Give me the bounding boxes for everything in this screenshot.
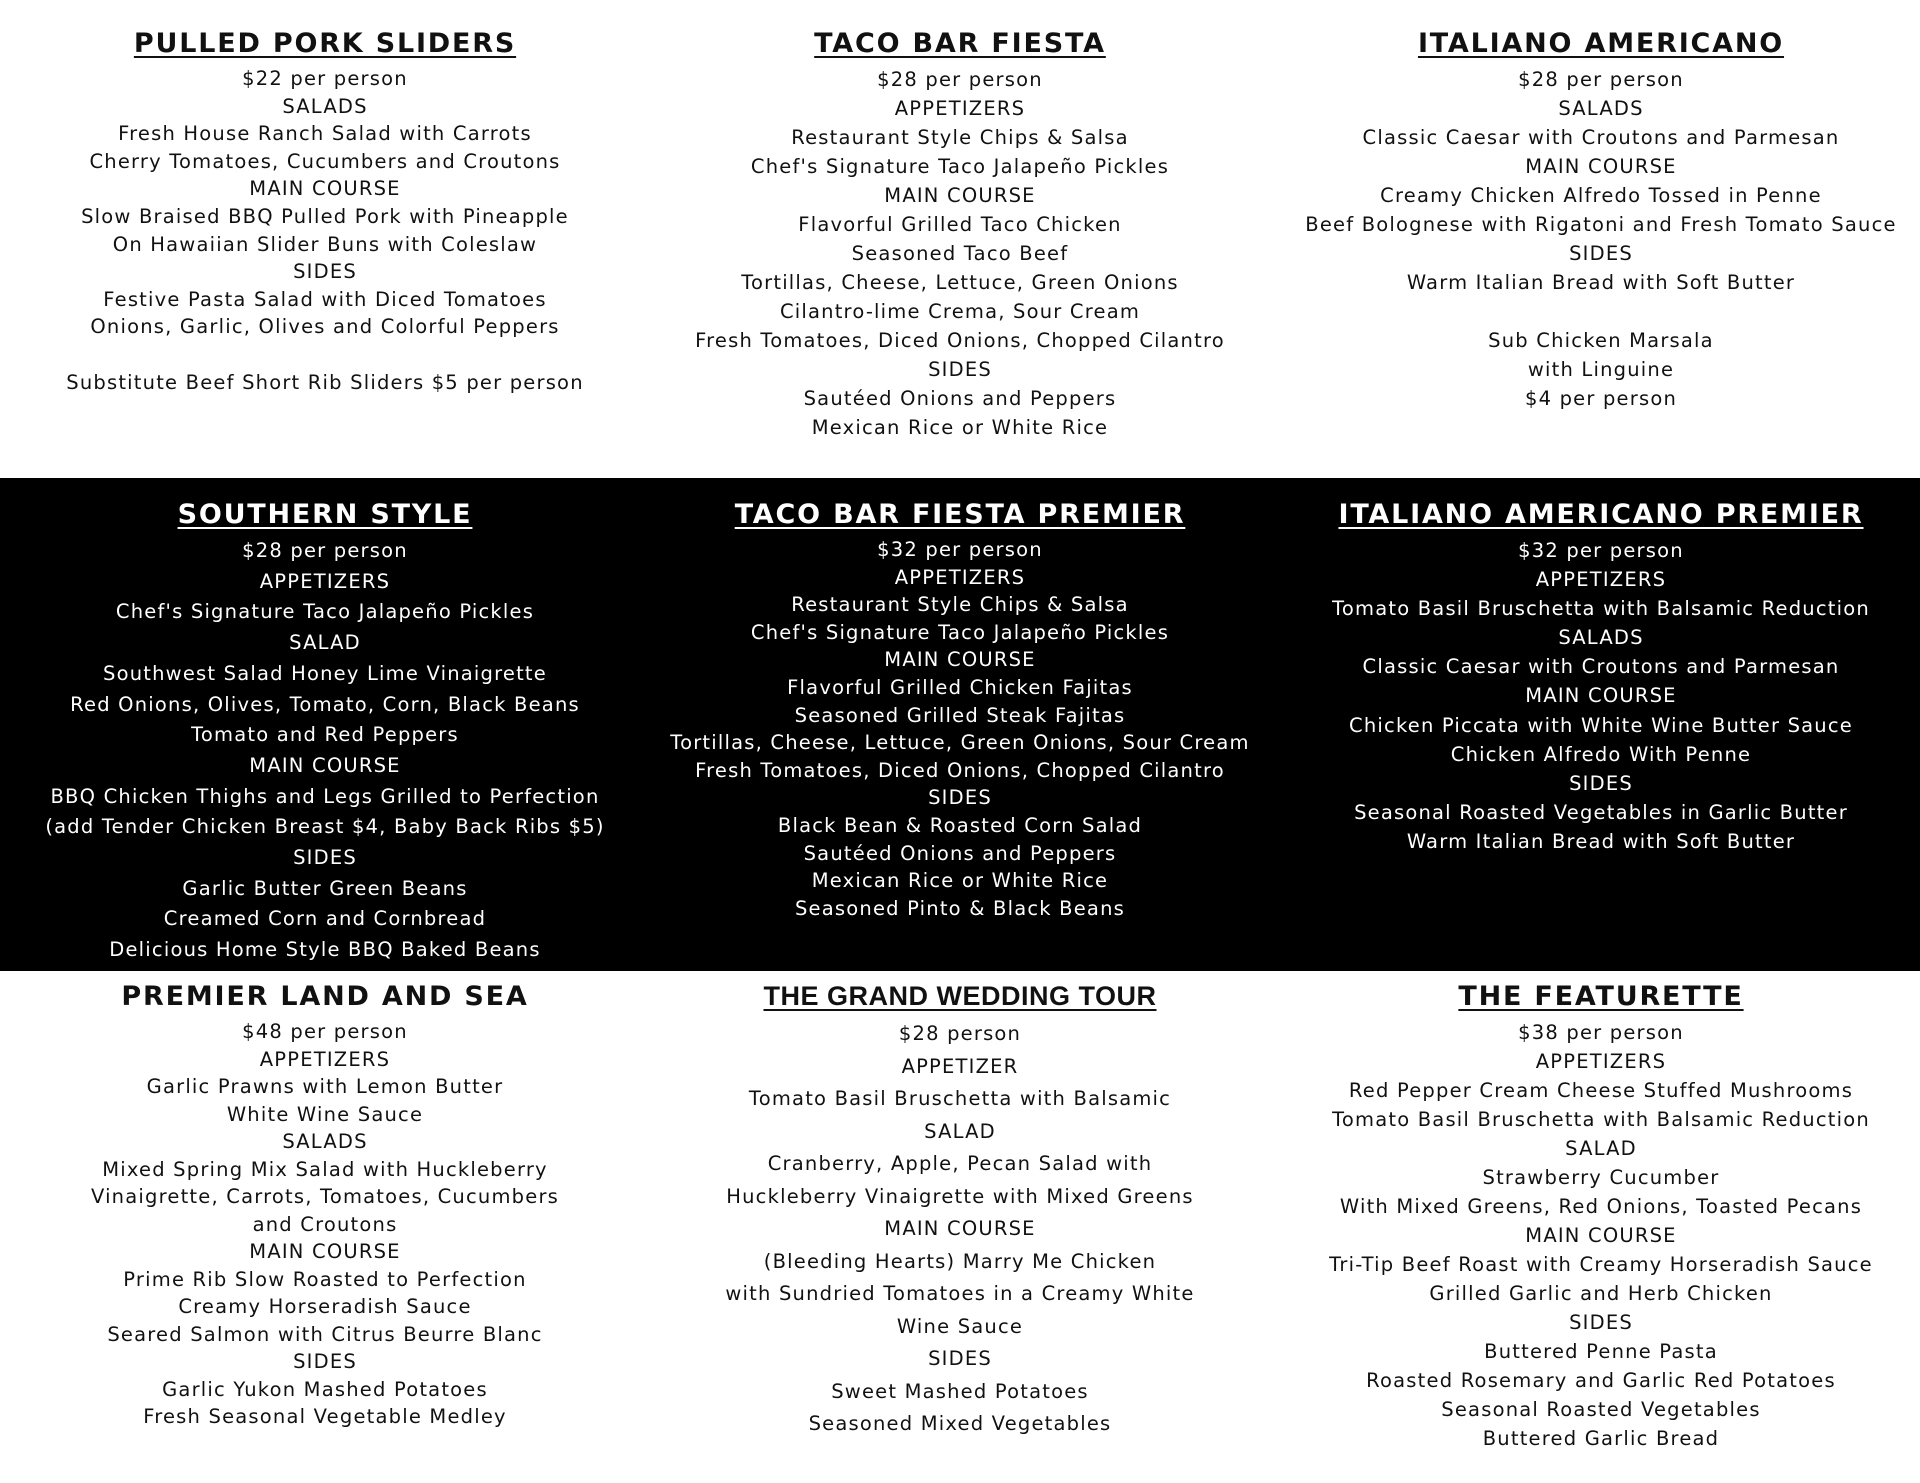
- menu-line: Warm Italian Bread with Soft Butter: [1406, 271, 1796, 294]
- menu-line: Southwest Salad Honey Lime Vinaigrette: [103, 661, 547, 685]
- menu-price: $22 per person: [242, 67, 408, 90]
- menu-line: and Croutons: [252, 1212, 398, 1236]
- menu-price: $32 per person: [877, 538, 1043, 561]
- menu-items: [1285, 536, 1917, 856]
- menu-line: APPETIZERS: [1535, 568, 1667, 592]
- menu-line: MAIN COURSE: [249, 1240, 401, 1263]
- menu-items: [1285, 65, 1917, 413]
- menu-line: Chicken Alfredo With Penne: [1450, 742, 1752, 766]
- menu-italiano-americano: [1285, 28, 1917, 413]
- menu-line: SIDES: [1569, 1311, 1633, 1334]
- menu-line: Sub Chicken Marsala: [1488, 329, 1714, 352]
- menu-line: Flavorful Grilled Taco Chicken: [798, 213, 1122, 236]
- menu-taco-bar-fiesta: [645, 28, 1275, 442]
- menu-line: SIDES: [293, 1350, 357, 1373]
- menu-title: TACO BAR FIESTA PREMIER: [734, 499, 1186, 530]
- menu-items: [645, 1018, 1275, 1441]
- menu-line: Tri-Tip Beef Roast with Creamy Horseradish Sauce: [1329, 1253, 1873, 1276]
- menu-line: Garlic Prawns with Lemon Butter: [146, 1075, 504, 1098]
- menu-items: [10, 65, 640, 396]
- menu-line: Slow Braised BBQ Pulled Pork with Pineapple: [81, 204, 569, 228]
- menu-line: Cilantro-lime Crema, Sour Cream: [779, 300, 1141, 323]
- menu-line: Seasoned Pinto & Black Beans: [794, 896, 1126, 920]
- menu-title: PREMIER LAND AND SEA: [121, 981, 529, 1012]
- menu-line: SALAD: [289, 631, 361, 655]
- menu-line: SALAD: [1565, 1137, 1637, 1160]
- menu-taco-bar-fiesta-premier: [645, 499, 1275, 922]
- menu-the-grand-wedding-tour: [645, 981, 1275, 1441]
- menu-line: MAIN COURSE: [884, 648, 1036, 672]
- menu-price: $28 person: [898, 1022, 1022, 1045]
- menu-line: SIDES: [1569, 242, 1633, 265]
- menu-line: SALAD: [924, 1119, 996, 1143]
- menu-line: MAIN COURSE: [249, 177, 401, 201]
- menu-line: SIDES: [928, 1347, 992, 1370]
- menu-line: Tomato Basil Bruschetta with Balsamic: [748, 1087, 1172, 1110]
- menu-line: BBQ Chicken Thighs and Legs Grilled to Perfection: [50, 784, 600, 808]
- menu-line: Vinaigrette, Carrots, Tomatoes, Cucumbers: [90, 1185, 560, 1208]
- menu-line: Seasoned Mixed Vegetables: [808, 1412, 1112, 1435]
- menu-line: White Wine Sauce: [226, 1102, 424, 1126]
- menu-southern-style: [10, 499, 640, 966]
- menu-line: Seasonal Roasted Vegetables: [1441, 1398, 1761, 1421]
- menu-line: Chef's Signature Taco Jalapeño Pickles: [750, 155, 1170, 178]
- menu-line: Classic Caesar with Croutons and Parmesan: [1362, 655, 1840, 679]
- menu-line: Prime Rib Slow Roasted to Perfection: [123, 1267, 527, 1291]
- menu-line: Delicious Home Style BBQ Baked Beans: [109, 938, 541, 962]
- menu-line: Garlic Butter Green Beans: [182, 876, 468, 900]
- menu-line: Wine Sauce: [896, 1314, 1024, 1338]
- menu-title: PULLED PORK SLIDERS: [133, 28, 517, 59]
- menu-line: Garlic Yukon Mashed Potatoes: [162, 1377, 488, 1401]
- menu-line: (add Tender Chicken Breast $4, Baby Back Ribs $5): [45, 815, 605, 839]
- menu-line: Strawberry Cucumber: [1482, 1166, 1720, 1189]
- menu-items: [10, 536, 640, 966]
- menu-line: Sweet Mashed Potatoes: [831, 1379, 1089, 1403]
- menu-italiano-americano-premier: [1285, 499, 1917, 856]
- menu-line: Black Bean & Roasted Corn Salad: [777, 813, 1143, 837]
- menu-title: SOUTHERN STYLE: [177, 499, 473, 530]
- menu-line: SIDES: [1569, 771, 1633, 795]
- menu-line: Roasted Rosemary and Garlic Red Potatoes: [1366, 1369, 1836, 1392]
- menu-price: $28 per person: [242, 539, 408, 562]
- menu-line: Substitute Beef Short Rib Sliders $5 per person: [66, 370, 584, 394]
- menu-line: Festive Pasta Salad with Diced Tomatoes: [103, 287, 547, 311]
- menu-line: MAIN COURSE: [1525, 155, 1677, 178]
- menu-line: Fresh House Ranch Salad with Carrots: [118, 122, 532, 146]
- menu-line: APPETIZER: [901, 1054, 1019, 1078]
- menu-line: Onions, Garlic, Olives and Colorful Peppers: [90, 315, 560, 339]
- menu-line: MAIN COURSE: [249, 753, 401, 777]
- menu-line: SIDES: [928, 358, 992, 381]
- menu-line: Mixed Spring Mix Salad with Huckleberry: [102, 1157, 548, 1181]
- menu-line: Sautéed Onions and Peppers: [803, 841, 1117, 865]
- menu-price: $28 per person: [1518, 68, 1684, 91]
- menu-line: MAIN COURSE: [1525, 684, 1677, 708]
- menu-line: Tomato Basil Bruschetta with Balsamic Reduction: [1332, 597, 1870, 621]
- menu-line: Creamed Corn and Cornbread: [163, 907, 487, 931]
- menu-line: Seasoned Taco Beef: [851, 242, 1069, 265]
- menu-line: Tomato Basil Bruschetta with Balsamic Reduction: [1332, 1108, 1870, 1131]
- menu-line: (Bleeding Hearts) Marry Me Chicken: [763, 1249, 1157, 1273]
- menu-line: $4 per person: [1524, 387, 1678, 410]
- menu-line: Restaurant Style Chips & Salsa: [791, 593, 1129, 617]
- menu-line: Red Pepper Cream Cheese Stuffed Mushrooms: [1348, 1079, 1854, 1102]
- menu-line: Seasonal Roasted Vegetables in Garlic Butter: [1354, 800, 1848, 824]
- menu-line: Grilled Garlic and Herb Chicken: [1429, 1282, 1773, 1305]
- menu-line: SIDES: [928, 786, 992, 810]
- menu-line: Seasoned Grilled Steak Fajitas: [794, 703, 1126, 727]
- menu-line: SALADS: [282, 94, 368, 118]
- menu-line: Tortillas, Cheese, Lettuce, Green Onions, Sour Cream: [670, 731, 1250, 755]
- menu-line: Fresh Tomatoes, Diced Onions, Chopped Cilantro: [695, 329, 1225, 352]
- menu-price: $38 per person: [1518, 1021, 1684, 1044]
- menu-line: SALADS: [282, 1130, 368, 1153]
- menu-line: Tortillas, Cheese, Lettuce, Green Onions: [741, 271, 1179, 294]
- menu-price: $32 per person: [1518, 539, 1684, 562]
- menu-line: Mexican Rice or White Rice: [811, 416, 1109, 439]
- menu-title: ITALIANO AMERICANO: [1417, 28, 1785, 59]
- menu-items: [645, 536, 1275, 922]
- menu-line: Sautéed Onions and Peppers: [803, 387, 1117, 410]
- menu-line: Mexican Rice or White Rice: [811, 869, 1109, 893]
- menu-line: Chef's Signature Taco Jalapeño Pickles: [115, 600, 535, 624]
- menu-line: APPETIZERS: [1535, 1050, 1667, 1073]
- menu-line: Restaurant Style Chips & Salsa: [791, 126, 1129, 149]
- menu-line: SALADS: [1558, 97, 1644, 120]
- menu-items: [1285, 1018, 1917, 1453]
- menu-line: Red Onions, Olives, Tomato, Corn, Black Beans: [70, 692, 580, 716]
- menu-line: MAIN COURSE: [884, 184, 1036, 207]
- menu-line: Seared Salmon with Citrus Beurre Blanc: [107, 1322, 543, 1346]
- menu-line: Flavorful Grilled Chicken Fajitas: [787, 675, 1133, 699]
- menu-line: Creamy Horseradish Sauce: [178, 1295, 472, 1318]
- menu-line: Huckleberry Vinaigrette with Mixed Greens: [726, 1184, 1194, 1208]
- menu-price: $48 per person: [242, 1020, 408, 1043]
- menu-title: THE GRAND WEDDING TOUR: [763, 981, 1157, 1011]
- menu-the-featurette: [1285, 981, 1917, 1453]
- menu-line: MAIN COURSE: [1525, 1224, 1677, 1247]
- menu-line: MAIN COURSE: [884, 1217, 1036, 1240]
- menu-line: Classic Caesar with Croutons and Parmesan: [1362, 126, 1840, 149]
- menu-line: Warm Italian Bread with Soft Butter: [1406, 829, 1796, 853]
- menu-line: Fresh Tomatoes, Diced Onions, Chopped Cilantro: [695, 758, 1225, 782]
- menu-line: SIDES: [293, 260, 357, 284]
- menu-line: With Mixed Greens, Red Onions, Toasted Pecans: [1339, 1195, 1863, 1218]
- menu-line: Cranberry, Apple, Pecan Salad with: [767, 1152, 1153, 1175]
- menu-line: with Linguine: [1527, 358, 1675, 381]
- menu-line: SIDES: [293, 846, 357, 870]
- menu-line: On Hawaiian Slider Buns with Coleslaw: [112, 232, 538, 256]
- menu-spacer: [1285, 297, 1917, 326]
- menu-items: [10, 1018, 640, 1431]
- menu-line: SALADS: [1558, 626, 1644, 650]
- menu-line: Cherry Tomatoes, Cucumbers and Croutons: [89, 149, 561, 173]
- menu-line: Tomato and Red Peppers: [191, 723, 459, 747]
- menu-line: Buttered Penne Pasta: [1484, 1340, 1718, 1363]
- menu-spacer: [10, 341, 640, 369]
- menu-title: ITALIANO AMERICANO PREMIER: [1338, 499, 1864, 530]
- menu-line: APPETIZERS: [259, 569, 391, 593]
- menu-line: APPETIZERS: [259, 1047, 391, 1071]
- menu-line: Chef's Signature Taco Jalapeño Pickles: [750, 620, 1170, 644]
- menu-line: with Sundried Tomatoes in a Creamy White: [725, 1282, 1195, 1305]
- menu-pulled-pork-sliders: [10, 28, 640, 396]
- menu-line: Beef Bolognese with Rigatoni and Fresh Tomato Sauce: [1305, 213, 1897, 236]
- menu-price: $28 per person: [877, 68, 1043, 91]
- menu-line: Creamy Chicken Alfredo Tossed in Penne: [1380, 184, 1822, 207]
- menu-line: Fresh Seasonal Vegetable Medley: [143, 1405, 507, 1428]
- menu-line: APPETIZERS: [894, 97, 1026, 120]
- menu-items: [645, 65, 1275, 442]
- menu-line: Buttered Garlic Bread: [1482, 1427, 1720, 1450]
- menu-title: THE FEATURETTE: [1458, 981, 1744, 1012]
- menu-line: Chicken Piccata with White Wine Butter Sauce: [1349, 713, 1853, 737]
- menu-premier-land-and-sea: [10, 981, 640, 1431]
- menu-title: TACO BAR FIESTA: [814, 28, 1106, 59]
- menu-line: APPETIZERS: [894, 565, 1026, 589]
